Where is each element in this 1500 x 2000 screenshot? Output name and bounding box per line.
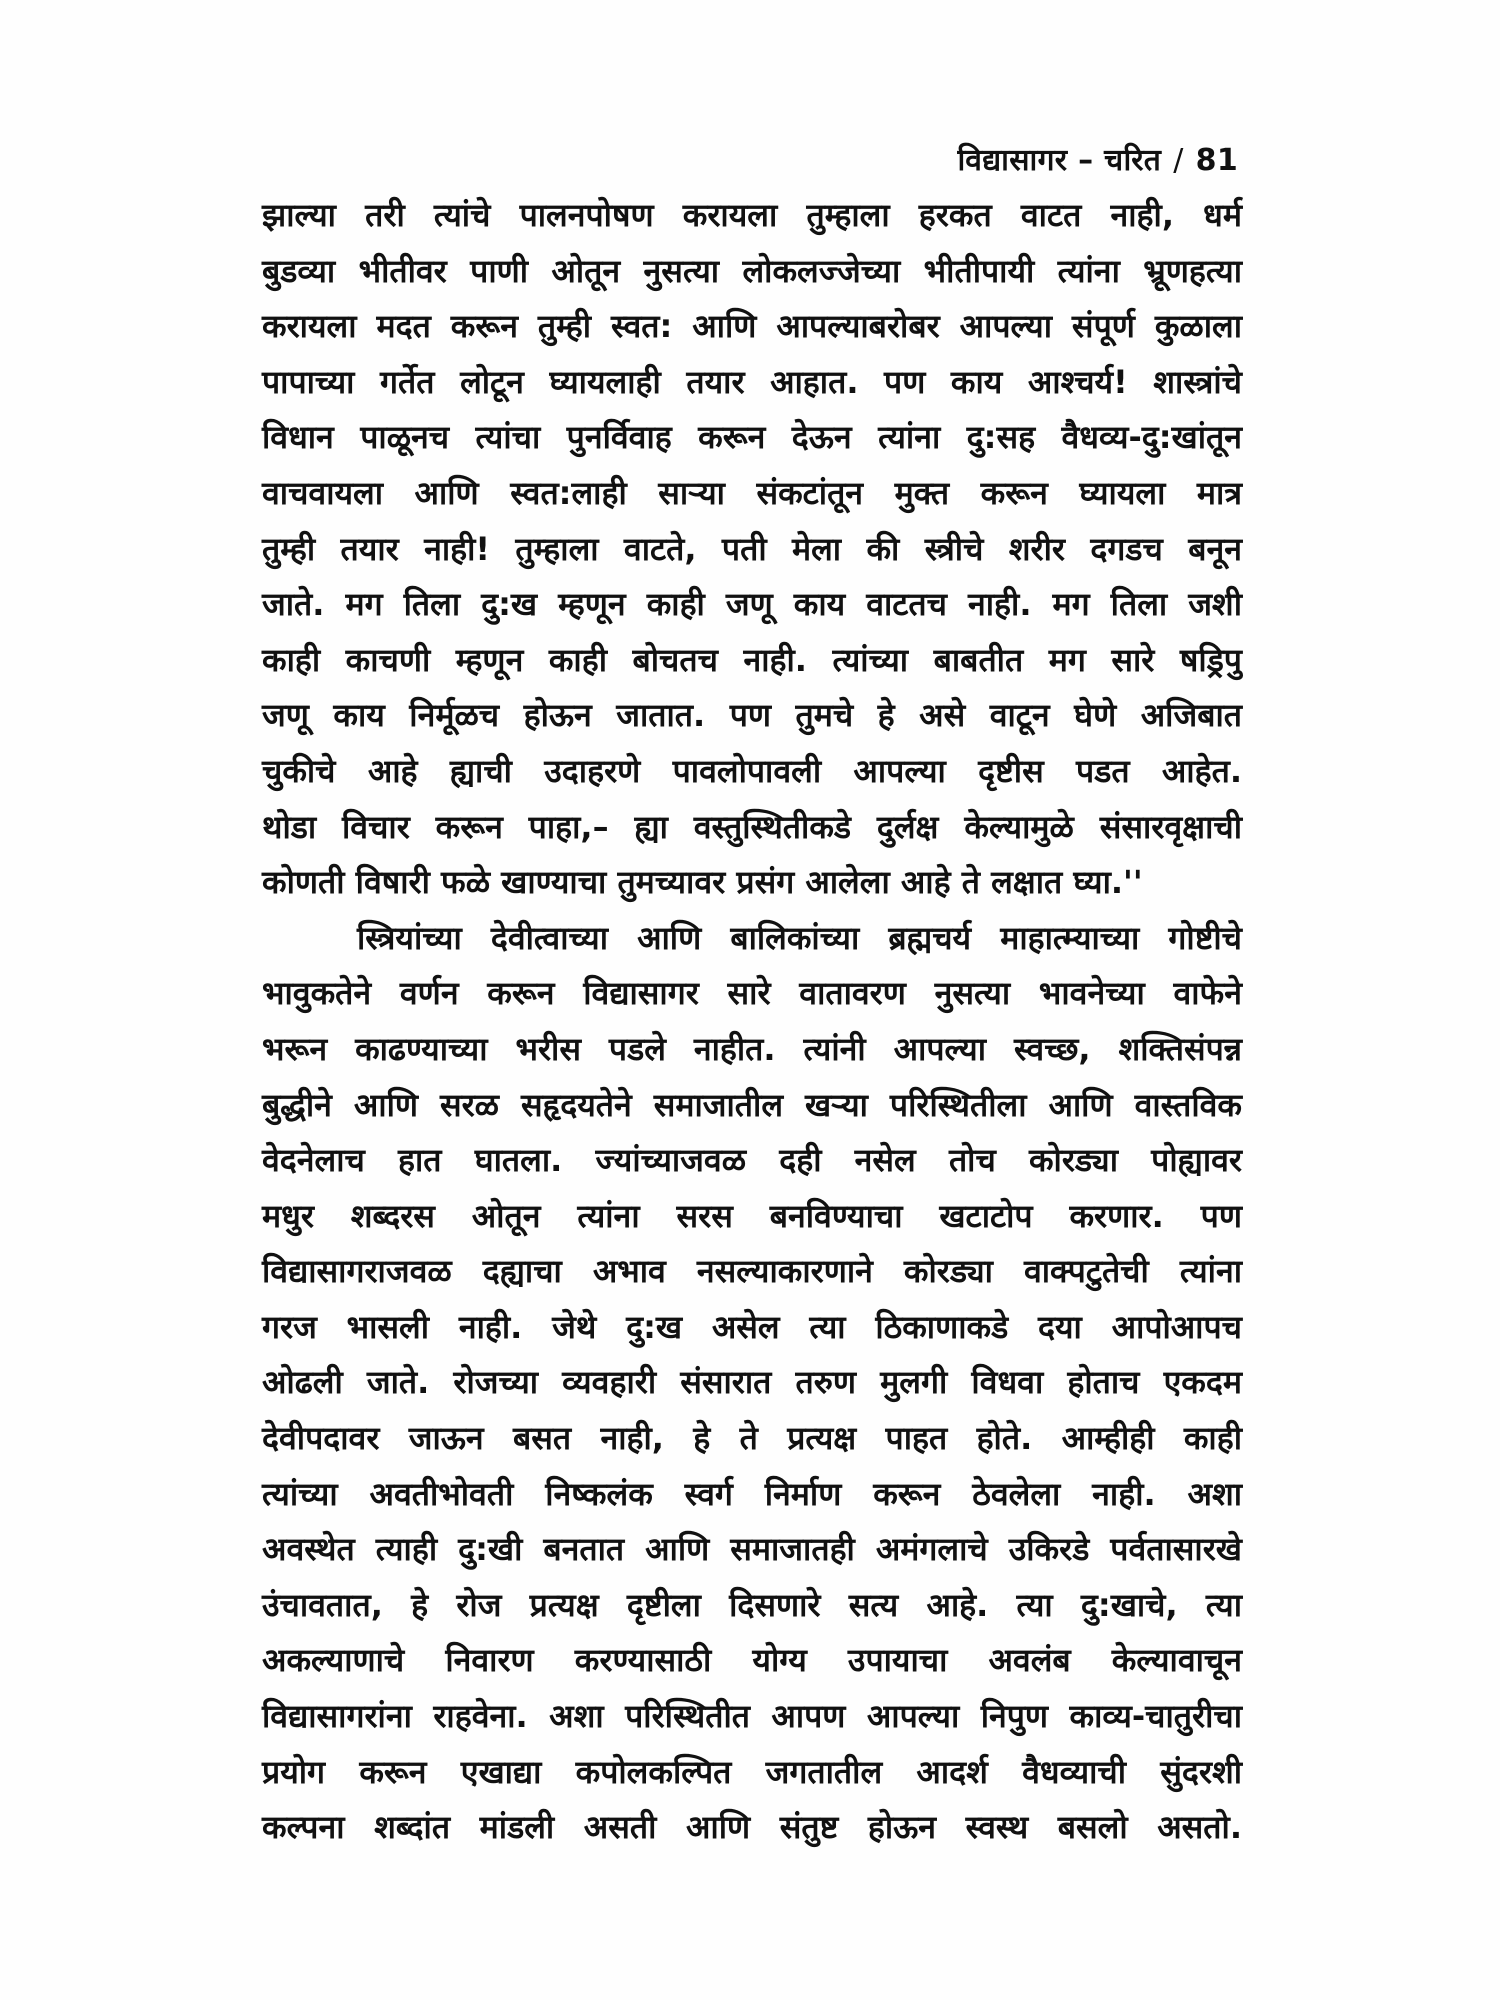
text-line: विधान पाळूनच त्यांचा पुनर्विवाह करून देऊन त्यांना दु:सह वैधव्य-दु:खांतून [262,418,1242,457]
text-line: अवस्थेत त्याही दु:खी बनतात आणि समाजातही अमंगलाचे उकिरडे पर्वतासारखे [262,1530,1242,1569]
text-line: थोडा विचार करून पाहा,– ह्या वस्तुस्थितीकडे दुर्लक्ष केल्यामुळे संसारवृक्षाची [262,807,1242,846]
text-line: कल्पना शब्दांत मांडली असती आणि संतुष्ट होऊन स्वस्थ बसलो असतो. [262,1808,1242,1847]
text-line: वाचवायला आणि स्वत:लाही साऱ्या संकटांतून मुक्त करून घ्यायला मात्र [262,473,1242,512]
text-line: देवीपदावर जाऊन बसत नाही, हे ते प्रत्यक्ष पाहत होते. आम्हीही काही [262,1419,1242,1458]
text-line: त्यांच्या अवतीभोवती निष्कलंक स्वर्ग निर्माण करून ठेवलेला नाही. अशा [262,1474,1242,1513]
text-line: विद्यासागरांना राहवेना. अशा परिस्थितीत आपण आपल्या निपुण काव्य-चातुरीचा [262,1697,1242,1736]
text-line: विद्यासागराजवळ दह्याचा अभाव नसल्याकारणाने कोरड्या वाक्पटुतेची त्यांना [262,1252,1242,1291]
text-line: जणू काय निर्मूळच होऊन जातात. पण तुमचे हे असे वाटून घेणे अजिबात [262,696,1242,735]
text-line: काही काचणी म्हणून काही बोचतच नाही. त्यांच्या बाबतीत मग सारे षड्रिपु [262,640,1242,679]
running-header-title: विद्यासागर – चरित [957,143,1162,178]
text-line: जाते. मग तिला दु:ख म्हणून काही जणू काय वाटतच नाही. मग तिला जशी [262,585,1242,624]
text-line: गरज भासली नाही. जेथे दु:ख असेल त्या ठिकाणाकडे दया आपोआपच [262,1307,1242,1346]
text-line: मधुर शब्दरस ओतून त्यांना सरस बनविण्याचा खटाटोप करणार. पण [262,1196,1242,1235]
text-line: भरून काढण्याच्या भरीस पडले नाहीत. त्यांनी आपल्या स्वच्छ, शक्तिसंपन्न [262,1029,1242,1068]
paragraph-first-line: स्त्रियांच्या देवीत्वाच्या आणि बालिकांच्या ब्रह्मचर्य माहात्म्याच्या गोष्टीचे [357,918,1242,957]
text-line: चुकीचे आहे ह्याची उदाहरणे पावलोपावली आपल्या दृष्टीस पडत आहेत. [262,751,1242,790]
text-line: वेदनेलाच हात घातला. ज्यांच्याजवळ दही नसेल तोच कोरड्या पोह्यावर [262,1141,1242,1180]
text-line: भावुकतेने वर्णन करून विद्यासागर सारे वातावरण नुसत्या भावनेच्या वाफेने [262,974,1242,1013]
page-number: 81 [1195,143,1238,178]
text-line: करायला मदत करून तुम्ही स्वत: आणि आपल्याबरोबर आपल्या संपूर्ण कुळाला [262,307,1242,346]
text-line: बुडव्या भीतीवर पाणी ओतून नुसत्या लोकलज्जेच्या भीतीपायी त्यांना भ्रूणहत्या [262,251,1242,290]
text-line: प्रयोग करून एखाद्या कपोलकल्पित जगतातील आदर्श वैधव्याची सुंदरशी [262,1752,1242,1791]
text-line: पापाच्या गर्तेत लोटून घ्यायलाही तयार आहात. पण काय आश्चर्य! शास्त्रांचे [262,362,1242,401]
text-line: कोणती विषारी फळे खाण्याचा तुमच्यावर प्रसंग आलेला आहे ते लक्षात घ्या.'' [262,863,1143,902]
text-line: बुद्धीने आणि सरळ सहृदयतेने समाजातील खऱ्या परिस्थितीला आणि वास्तविक [262,1085,1242,1124]
text-line: तुम्ही तयार नाही! तुम्हाला वाटते, पती मेला की स्त्रीचे शरीर दगडच बनून [262,529,1242,568]
text-line: ओढली जाते. रोजच्या व्यवहारी संसारात तरुण मुलगी विधवा होताच एकदम [262,1363,1242,1402]
text-line: अकल्याणाचे निवारण करण्यासाठी योग्य उपायाचा अवलंब केल्यावाचून [262,1641,1242,1680]
running-header-separator: / [1173,143,1184,178]
text-line: उंचावतात, हे रोज प्रत्यक्ष दृष्टीला दिसणारे सत्य आहे. त्या दु:खाचे, त्या [262,1585,1242,1624]
running-header [958,138,1239,179]
text-line: झाल्या तरी त्यांचे पालनपोषण करायला तुम्हाला हरकत वाटत नाही, धर्म [262,196,1242,234]
body-text [262,188,1242,1856]
